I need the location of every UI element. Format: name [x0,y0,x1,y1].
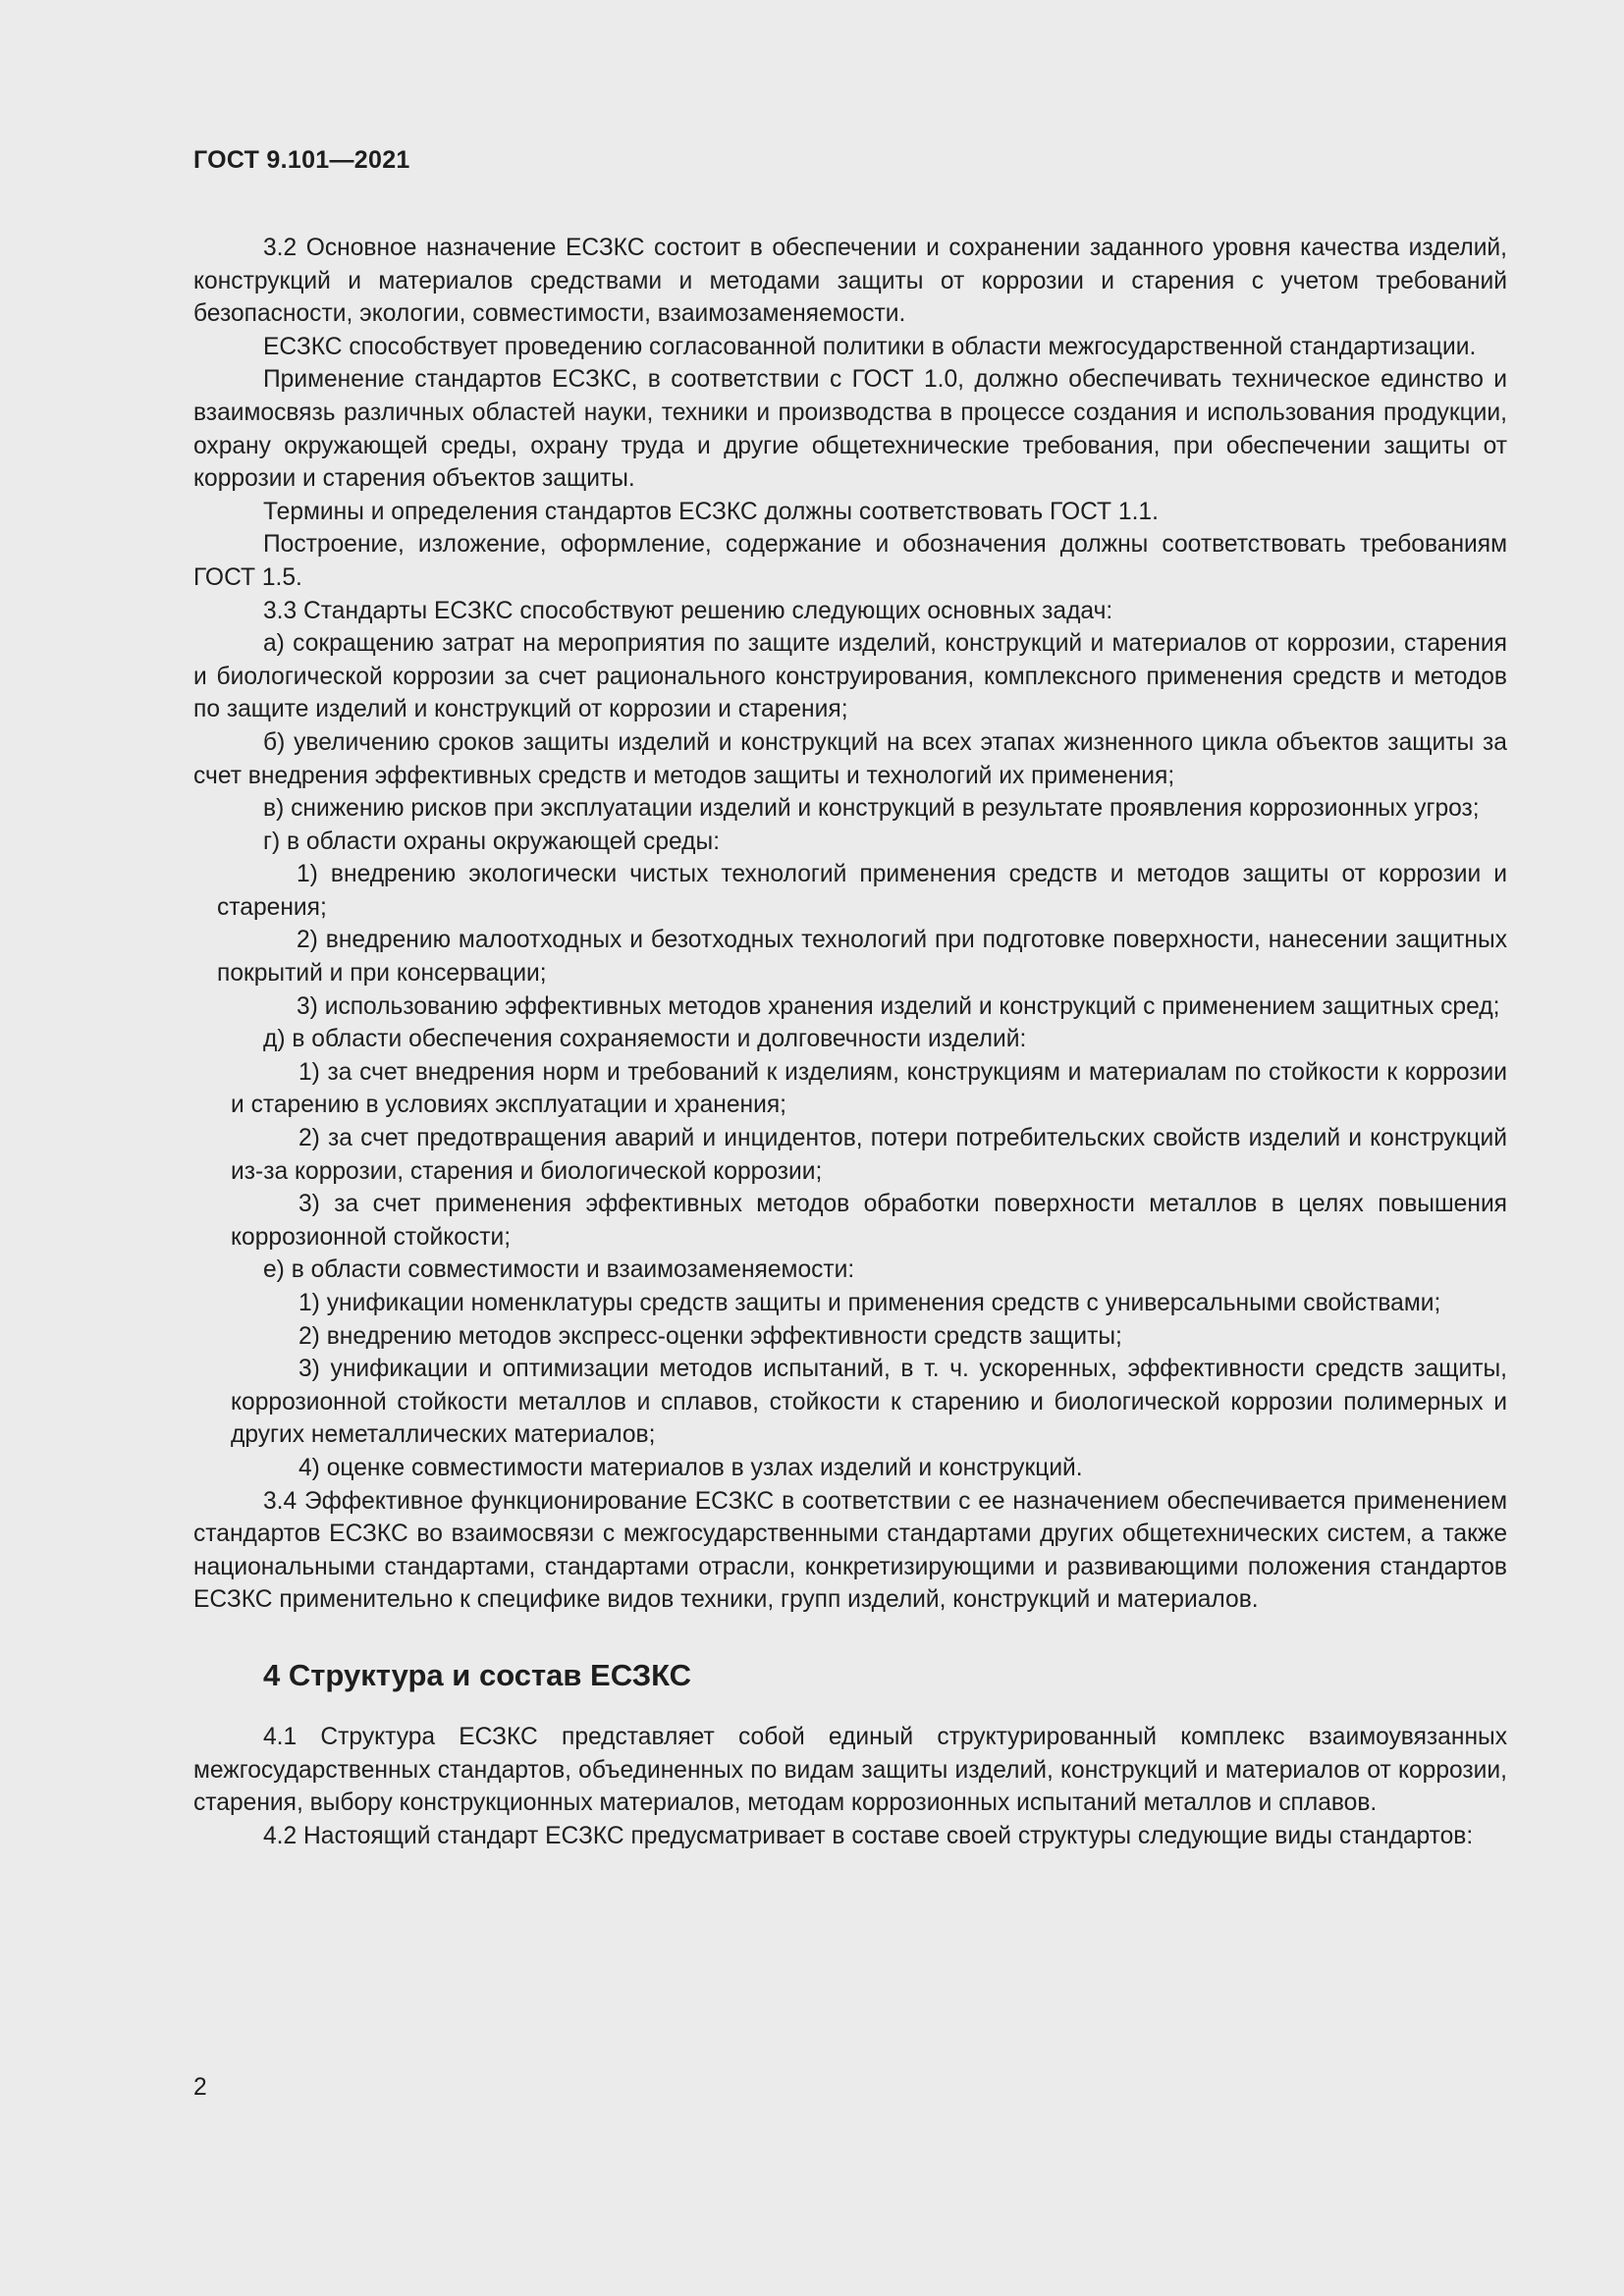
paragraph: ЕСЗКС способствует проведению согласованной политики в области межгосударственной стандартизации. [263,333,1477,360]
paragraph: Применение стандартов ЕСЗКС, в соответствии с ГОСТ 1.0, должно обеспечивать техническое единство и взаимосвязь различных областей науки, техники и производства в процессе создания и использования продукции, охрану окружающей среды, охрану труда и другие общетехнические требования, при обеспечении защиты от коррозии и старения объектов защиты. [193,366,1507,493]
paragraph: 2) за счет предотвращения аварий и инцидентов, потери потребительских свойств изделий и конструкций из-за коррозии, старения и биологической коррозии; [231,1125,1507,1185]
paragraph: 3.2 Основное назначение ЕСЗКС состоит в обеспечении и сохранении заданного уровня качества изделий, конструкций и материалов средствами и методами защиты от коррозии и старения с учетом требований безопасности, экологии, совместимости, взаимозаменяемости. [193,235,1507,328]
document-code-header: ГОСТ 9.101—2021 [193,146,410,174]
page-number: 2 [193,2074,207,2101]
paragraph: 4.2 Настоящий стандарт ЕСЗКС предусматривает в составе своей структуры следующие виды стандартов: [263,1822,1474,1849]
paragraph: 3.3 Стандарты ЕСЗКС способствуют решению следующих основных задач: [263,597,1113,624]
paragraph: 1) за счет внедрения норм и требований к изделиям, конструкциям и материалам по стойкости к коррозии и старению в условиях эксплуатации и хранения; [231,1058,1507,1119]
paragraph: г) в области охраны окружающей среды: [263,828,721,855]
paragraph: 2) внедрению методов экспресс-оценки эффективности средств защиты; [298,1322,1122,1350]
paragraph: Построение, изложение, оформление, содержание и обозначения должны соответствовать требованиям ГОСТ 1.5. [193,531,1507,591]
paragraph: 4.1 Структура ЕСЗКС представляет собой единый структурированный комплекс взаимоувязанных межгосударственных стандартов, объединенных по видам защиты изделий, конструкций и материалов от коррозии, старения, выбору конструкционных материалов, методам коррозионных испытаний металлов и сплавов. [193,1723,1507,1817]
paragraph: 3) унификации и оптимизации методов испытаний, в т. ч. ускоренных, эффективности средств защиты, коррозионной стойкости металлов и сплавов, стойкости к старению и биологической коррозии полимерных и других неметаллических материалов; [231,1356,1507,1449]
paragraph: 3.4 Эффективное функционирование ЕСЗКС в соответствии с ее назначением обеспечивается применением стандартов ЕСЗКС во взаимосвязи с межгосударственными стандартами других общетехнических систем, а также национальными стандартами, стандартами отрасли, конкретизирующими и развивающими положения стандартов ЕСЗКС применительно к специфике видов техники, групп изделий, конструкций и материалов. [193,1487,1507,1614]
paragraph: 3) использованию эффективных методов хранения изделий и конструкций с применением защитных сред; [297,992,1500,1020]
document-body [193,232,1507,1852]
paragraphs-before-heading [193,232,1507,1617]
paragraph: 2) внедрению малоотходных и безотходных технологий при подготовке поверхности, нанесении защитных покрытий и при консервации; [217,927,1507,988]
paragraph: Термины и определения стандартов ЕСЗКС должны соответствовать ГОСТ 1.1. [263,498,1159,525]
paragraph: 4) оценке совместимости материалов в узлах изделий и конструкций. [298,1454,1083,1481]
paragraph: 1) унификации номенклатуры средств защиты и применения средств с универсальными свойствами; [298,1290,1441,1316]
document-page [193,145,1507,1852]
paragraphs-after-heading [193,1721,1507,1852]
section-heading: 4 Структура и состав ЕСЗКС [263,1657,692,1692]
paragraph: в) снижению рисков при эксплуатации изделий и конструкций в результате проявления коррозионных угроз; [263,795,1480,823]
paragraph: 3) за счет применения эффективных методов обработки поверхности металлов в целях повышения коррозионной стойкости; [231,1191,1507,1251]
paragraph: е) в области совместимости и взаимозаменяемости: [263,1256,855,1284]
paragraph: д) в области обеспечения сохраняемости и долговечности изделий: [263,1026,1027,1053]
paragraph: 1) внедрению экологически чистых технологий применения средств и методов защиты от коррозии и старения; [217,861,1507,921]
paragraph: а) сокращению затрат на мероприятия по защите изделий, конструкций и материалов от коррозии, старения и биологической коррозии за счет рационального конструирования, комплексного применения средств и методов по защите изделий и конструкций от коррозии и старения; [193,630,1507,723]
paragraph: б) увеличению сроков защиты изделий и конструкций на всех этапах жизненного цикла объектов защиты за счет внедрения эффективных средств и методов защиты и технологий их применения; [193,728,1507,789]
